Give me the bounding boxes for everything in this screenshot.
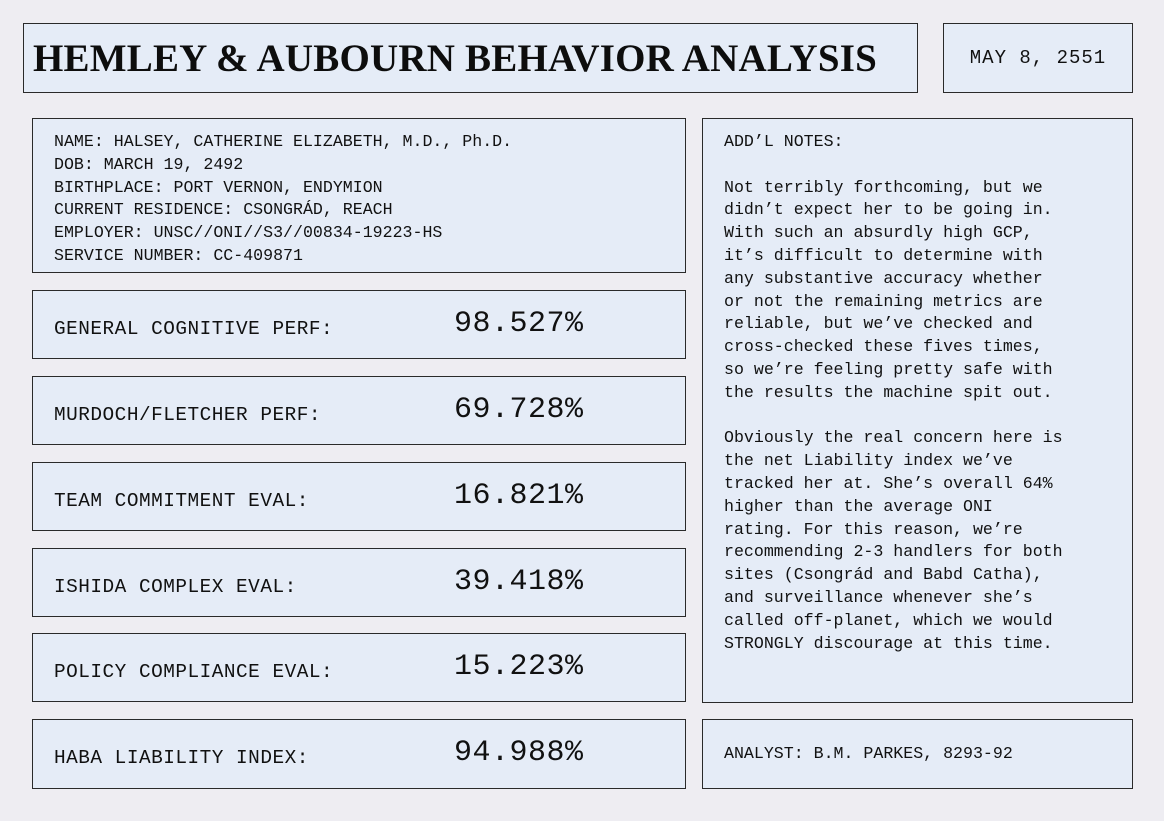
date-panel <box>943 23 1133 93</box>
notes-line: it’s difficult to determine with <box>724 245 1043 265</box>
subject-employer: EMPLOYER: UNSC//ONI//S3//00834-19223-HS <box>54 223 443 243</box>
metric-label: TEAM COMMITMENT EVAL: <box>54 490 309 512</box>
subject-birthplace: BIRTHPLACE: PORT VERNON, ENDYMION <box>54 177 383 197</box>
notes-line: Not terribly forthcoming, but we <box>724 177 1043 197</box>
metric-murdoch-fletcher <box>32 376 686 445</box>
subject-info-panel <box>32 118 686 273</box>
notes-line: any substantive accuracy whether <box>724 268 1043 288</box>
analyst-panel <box>702 719 1133 789</box>
notes-line <box>724 405 1122 428</box>
notes-line: With such an absurdly high GCP, <box>724 223 1033 243</box>
notes-line: the results the machine spit out. <box>724 382 1053 402</box>
metric-label: HABA LIABILITY INDEX: <box>54 747 309 769</box>
metric-value: 15.223% <box>454 650 584 684</box>
metric-value: 98.527% <box>454 307 584 341</box>
notes-line: STRONGLY discourage at this time. <box>724 633 1053 653</box>
notes-line: didn’t expect her to be going in. <box>724 200 1053 220</box>
metric-value: 39.418% <box>454 565 584 599</box>
notes-line: so we’re feeling pretty safe with <box>724 359 1053 379</box>
notes-line: reliable, but we’ve checked and <box>724 314 1033 334</box>
notes-line: higher than the average ONI <box>724 496 993 516</box>
metric-label: GENERAL COGNITIVE PERF: <box>54 318 334 340</box>
notes-line <box>724 154 1122 177</box>
metric-value: 69.728% <box>454 393 584 427</box>
metric-label: MURDOCH/FLETCHER PERF: <box>54 404 321 426</box>
notes-line: the net Liability index we’ve <box>724 451 1013 471</box>
subject-dob: DOB: MARCH 19, 2492 <box>54 154 244 174</box>
notes-line: sites (Csongrád and Babd Catha), <box>724 565 1043 585</box>
metric-label: POLICY COMPLIANCE EVAL: <box>54 661 334 683</box>
notes-line: called off-planet, which we would <box>724 610 1053 630</box>
metric-policy-compliance <box>32 633 686 702</box>
notes-line: Obviously the real concern here is <box>724 428 1063 448</box>
notes-heading: ADD’L NOTES: <box>724 132 844 151</box>
subject-service-number: SERVICE NUMBER: CC-409871 <box>54 245 303 265</box>
title-panel <box>23 23 918 93</box>
notes-panel <box>702 118 1133 703</box>
metric-label: ISHIDA COMPLEX EVAL: <box>54 576 297 598</box>
metric-ishida-complex <box>32 548 686 617</box>
metric-value: 94.988% <box>454 736 584 770</box>
report-date: MAY 8, 2551 <box>969 47 1107 69</box>
notes-body <box>724 154 1122 656</box>
subject-name: NAME: HALSEY, CATHERINE ELIZABETH, M.D., Ph.D. <box>54 132 513 151</box>
notes-line: and surveillance whenever she’s <box>724 587 1033 607</box>
page-title: HEMLEY & AUBOURN BEHAVIOR ANALYSIS <box>33 36 878 80</box>
subject-residence: CURRENT RESIDENCE: CSONGRÁD, REACH <box>54 200 393 220</box>
metric-general-cognitive <box>32 290 686 359</box>
metric-haba-liability <box>32 719 686 789</box>
notes-line: cross-checked these fives times, <box>724 337 1043 357</box>
notes-line: recommending 2-3 handlers for both <box>724 542 1063 562</box>
analyst-signature: ANALYST: B.M. PARKES, 8293-92 <box>724 744 1013 763</box>
notes-line: rating. For this reason, we’re <box>724 519 1023 539</box>
notes-line: or not the remaining metrics are <box>724 291 1043 311</box>
metric-value: 16.821% <box>454 479 584 513</box>
metric-team-commitment <box>32 462 686 531</box>
notes-line: tracked her at. She’s overall 64% <box>724 473 1053 493</box>
